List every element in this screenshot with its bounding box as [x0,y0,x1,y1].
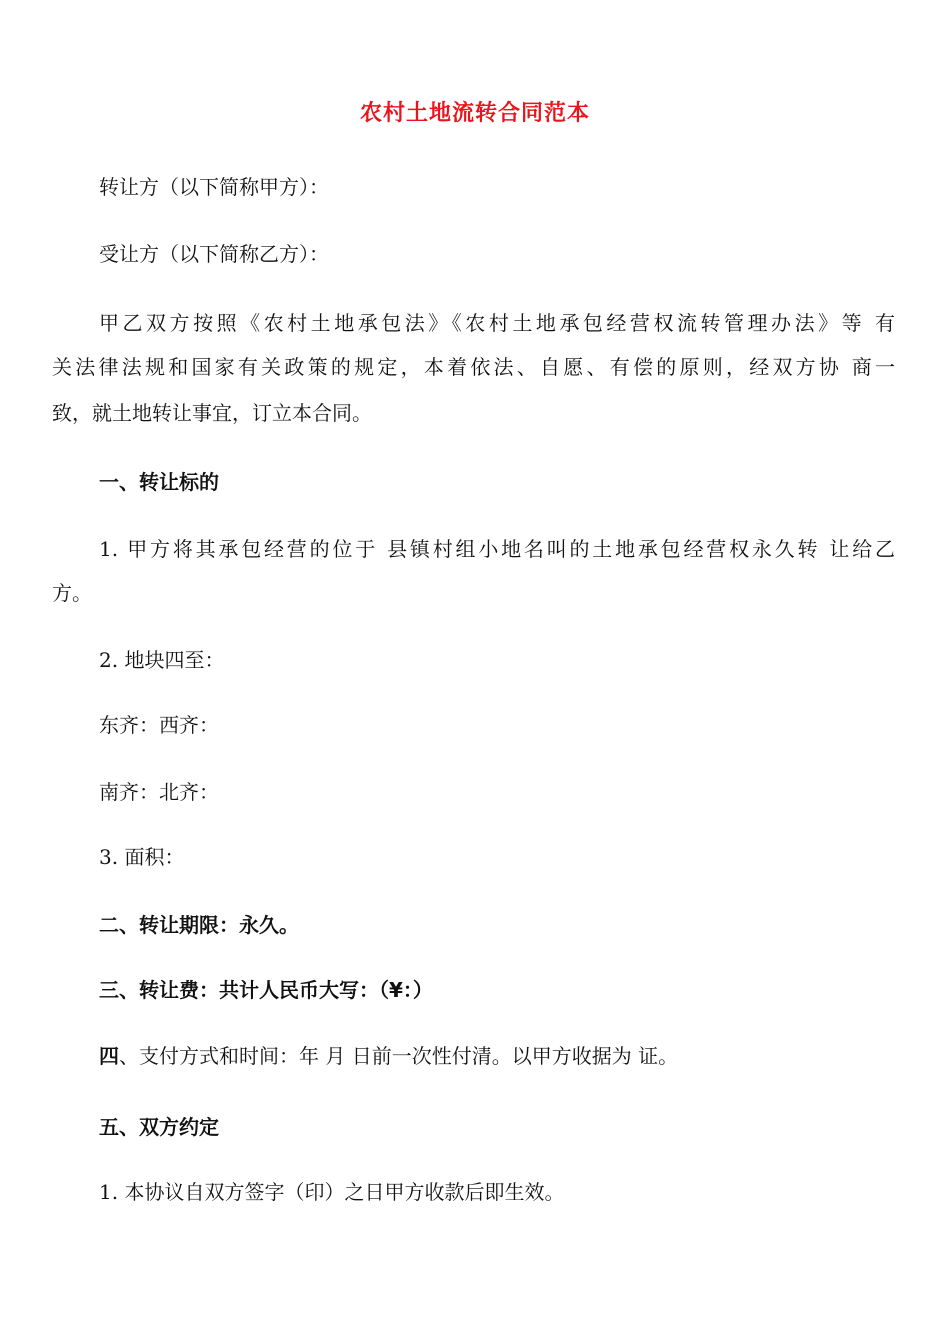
party-b-line: 受让方（以下简称乙方）： [99,242,329,266]
section-1-item-2: 2. 地块四至： [99,648,225,672]
document-title: 农村土地流转合同范本 [359,101,590,126]
section-4-text: 、支付方式和时间：年 月 日前一次性付清。以甲方收据为 证。 [119,1044,679,1068]
section-5-item-1: 1. 本协议自双方签字（印）之日甲方收款后即生效。 [99,1180,565,1204]
intro-line-1: 甲乙双方按照《农村土地承包法》《农村土地承包经营权流转管理办法》等 有 [99,311,895,335]
party-a-line: 转让方（以下简称甲方）： [99,175,329,199]
section-1-item-1-line-1: 1. 甲方将其承包经营的位于 县镇村组小地名叫的土地承包经营权永久转 让给乙 [99,537,895,561]
intro-line-2: 关法律法规和国家有关政策的规定，本着依法、自愿、有偿的原则，经双方协 商一 [52,355,895,379]
section-1-south-north: 南齐：北齐： [99,780,219,804]
section-4-line [99,1039,678,1073]
section-4-number: 四 [99,1044,119,1068]
section-5-heading: 五、双方约定 [99,1115,219,1139]
section-1-item-3: 3. 面积： [99,845,185,869]
section-1-heading: 一、转让标的 [99,470,219,494]
intro-line-3: 致，就土地转让事宜，订立本合同。 [52,401,372,425]
section-1-item-1-line-2: 方。 [52,581,92,605]
section-1-east-west: 东齐：西齐： [99,713,219,737]
section-2-heading: 二、转让期限：永久。 [99,913,299,937]
section-3-heading: 三、转让费：共计人民币大写：（¥：） [99,978,433,1002]
